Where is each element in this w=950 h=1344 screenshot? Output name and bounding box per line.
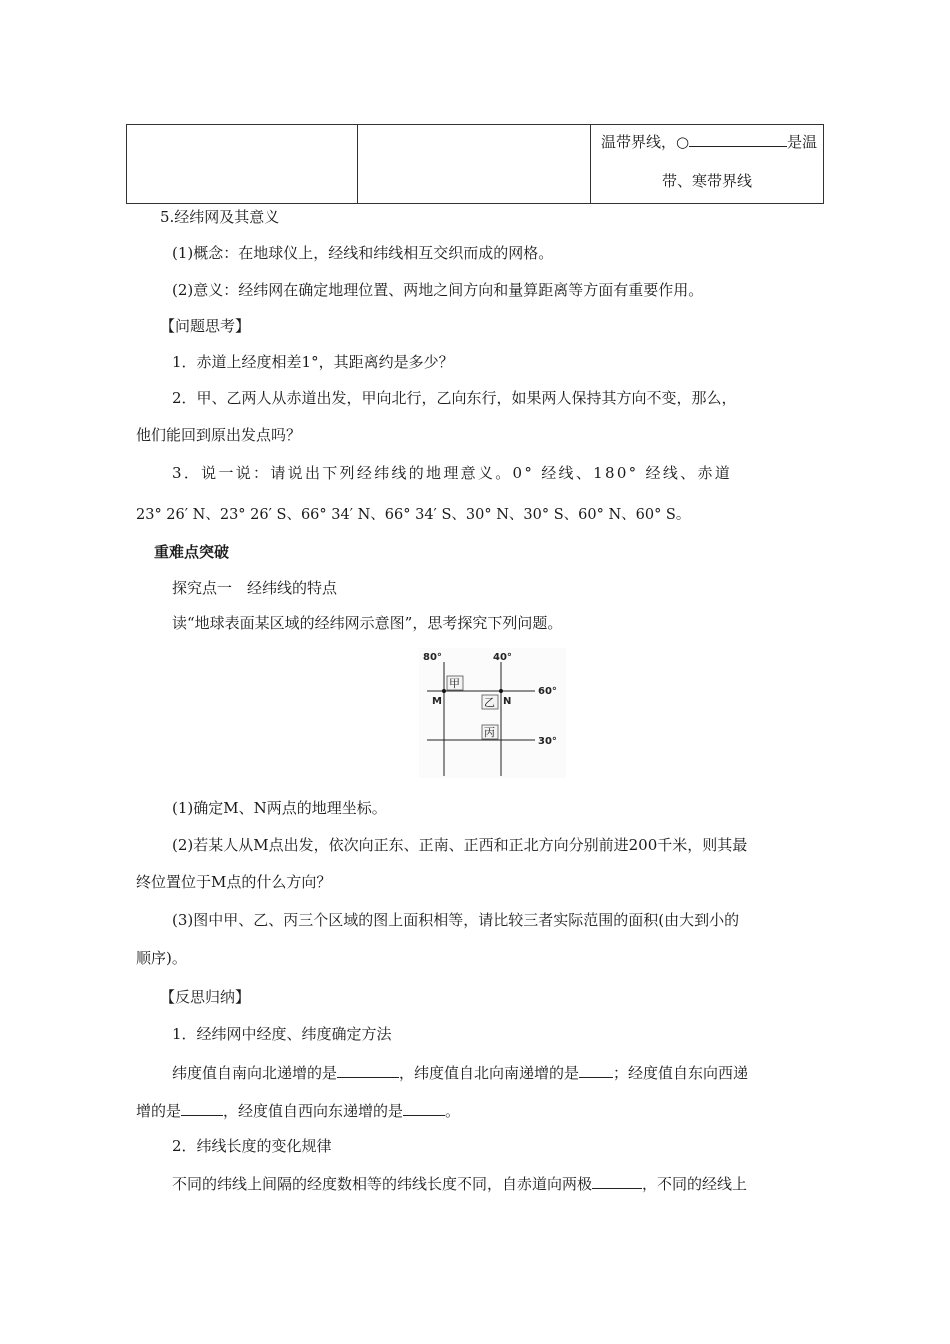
reflection-1-title: 1．经纬网中经度、纬度确定方法 [172,1025,392,1043]
point-m-marker [442,689,446,693]
table-cell-line [601,130,817,152]
fill-in-blank[interactable] [689,130,787,147]
label-lon-40: 40° [493,652,512,663]
reflection-text: 不同的纬线上间隔的经度数相等的纬线长度不同，自赤道向两极 [172,1175,593,1193]
graticule-diagram [419,648,566,778]
task-2-line-2: 终位置位于M点的什么方向？ [136,873,332,891]
questions-heading: 【问题思考】 [160,317,251,335]
table-cell [358,125,591,204]
explore-point-title: 探究点一 经纬线的特点 [172,579,338,597]
task-1: (1)确定M、N两点的地理坐标。 [172,799,387,817]
fill-in-blank[interactable] [403,1099,445,1116]
reflection-text: ，纬度值自北向南递增的是 [399,1064,580,1082]
reflection-text: 纬度值自南向北递增的是 [172,1064,338,1082]
reflection-text: ，经度值自西向东递增的是 [223,1102,404,1120]
question-3-line-1: 3．说一说：请说出下列经纬线的地理意义。0° 经线、180° 经线、赤道 [172,464,733,482]
section-title: 5.经纬网及其意义 [160,208,280,226]
table-text: 温带界线，○ [601,133,690,151]
table-text: 是温 [787,133,818,151]
task-3-line-2: 顺序)。 [136,949,187,967]
question-2-line-1: 2．甲、乙两人从赤道出发，甲向北行，乙向东行，如果两人保持其方向不变，那么， [172,389,737,407]
concept-text: (1)概念：在地球仪上，经线和纬线相互交织而成的网格。 [172,244,554,262]
meaning-text: (2)意义：经纬网在确定地理位置、两地之间方向和量算距离等方面有重要作用。 [172,281,704,299]
reflection-2-title: 2．纬线长度的变化规律 [172,1137,332,1155]
point-m-label: M [432,696,442,707]
question-1: 1．赤道上经度相差1°，其距离约是多少？ [172,353,454,371]
reflection-1-line-2 [136,1099,460,1121]
label-lat-60: 60° [538,686,557,697]
figure-intro: 读“地球表面某区域的经纬网示意图”，思考探究下列问题。 [172,614,563,632]
task-3-line-1: (3)图中甲、乙、丙三个区域的图上面积相等，请比较三者实际范围的面积(由大到小的 [172,911,740,929]
label-lon-80: 80° [423,652,442,663]
reflection-text: 。 [445,1102,461,1120]
reflection-text: ；经度值自东向西递 [613,1064,749,1082]
point-n-marker [499,689,503,693]
fill-in-blank[interactable] [592,1172,642,1189]
point-n-label: N [503,696,512,707]
question-3-line-2: 23° 26′ N、23° 26′ S、66° 34′ N、66° 34′ S、30° N、30° S、60° N、60° S。 [136,507,691,523]
question-2-line-2: 他们能回到原出发点吗？ [136,426,302,444]
table-text: 带、寒带界线 [661,172,752,190]
table-cell [591,125,824,204]
fill-in-blank[interactable] [337,1061,399,1078]
table-cell [127,125,358,204]
reflection-1-line-1 [172,1061,748,1083]
fill-in-blank[interactable] [579,1061,613,1078]
reflection-text: ，不同的经线上 [642,1175,748,1193]
label-lat-30: 30° [538,736,557,747]
reflection-heading: 【反思归纳】 [160,988,251,1006]
region-yi-label: 乙 [484,696,495,709]
latitude-zones-table [126,124,824,204]
fill-in-blank[interactable] [181,1099,223,1116]
table-row [127,125,824,204]
breakthrough-heading: 重难点突破 [154,543,230,561]
reflection-text: 增的是 [136,1102,182,1120]
region-bing-label: 丙 [484,726,495,739]
reflection-2-line-1 [172,1172,747,1194]
graticule-svg [419,648,566,778]
region-jia-label: 甲 [449,677,460,690]
task-2-line-1: (2)若某人从M点出发，依次向正东、正南、正西和正北方向分别前进200千米，则其最 [172,836,748,854]
